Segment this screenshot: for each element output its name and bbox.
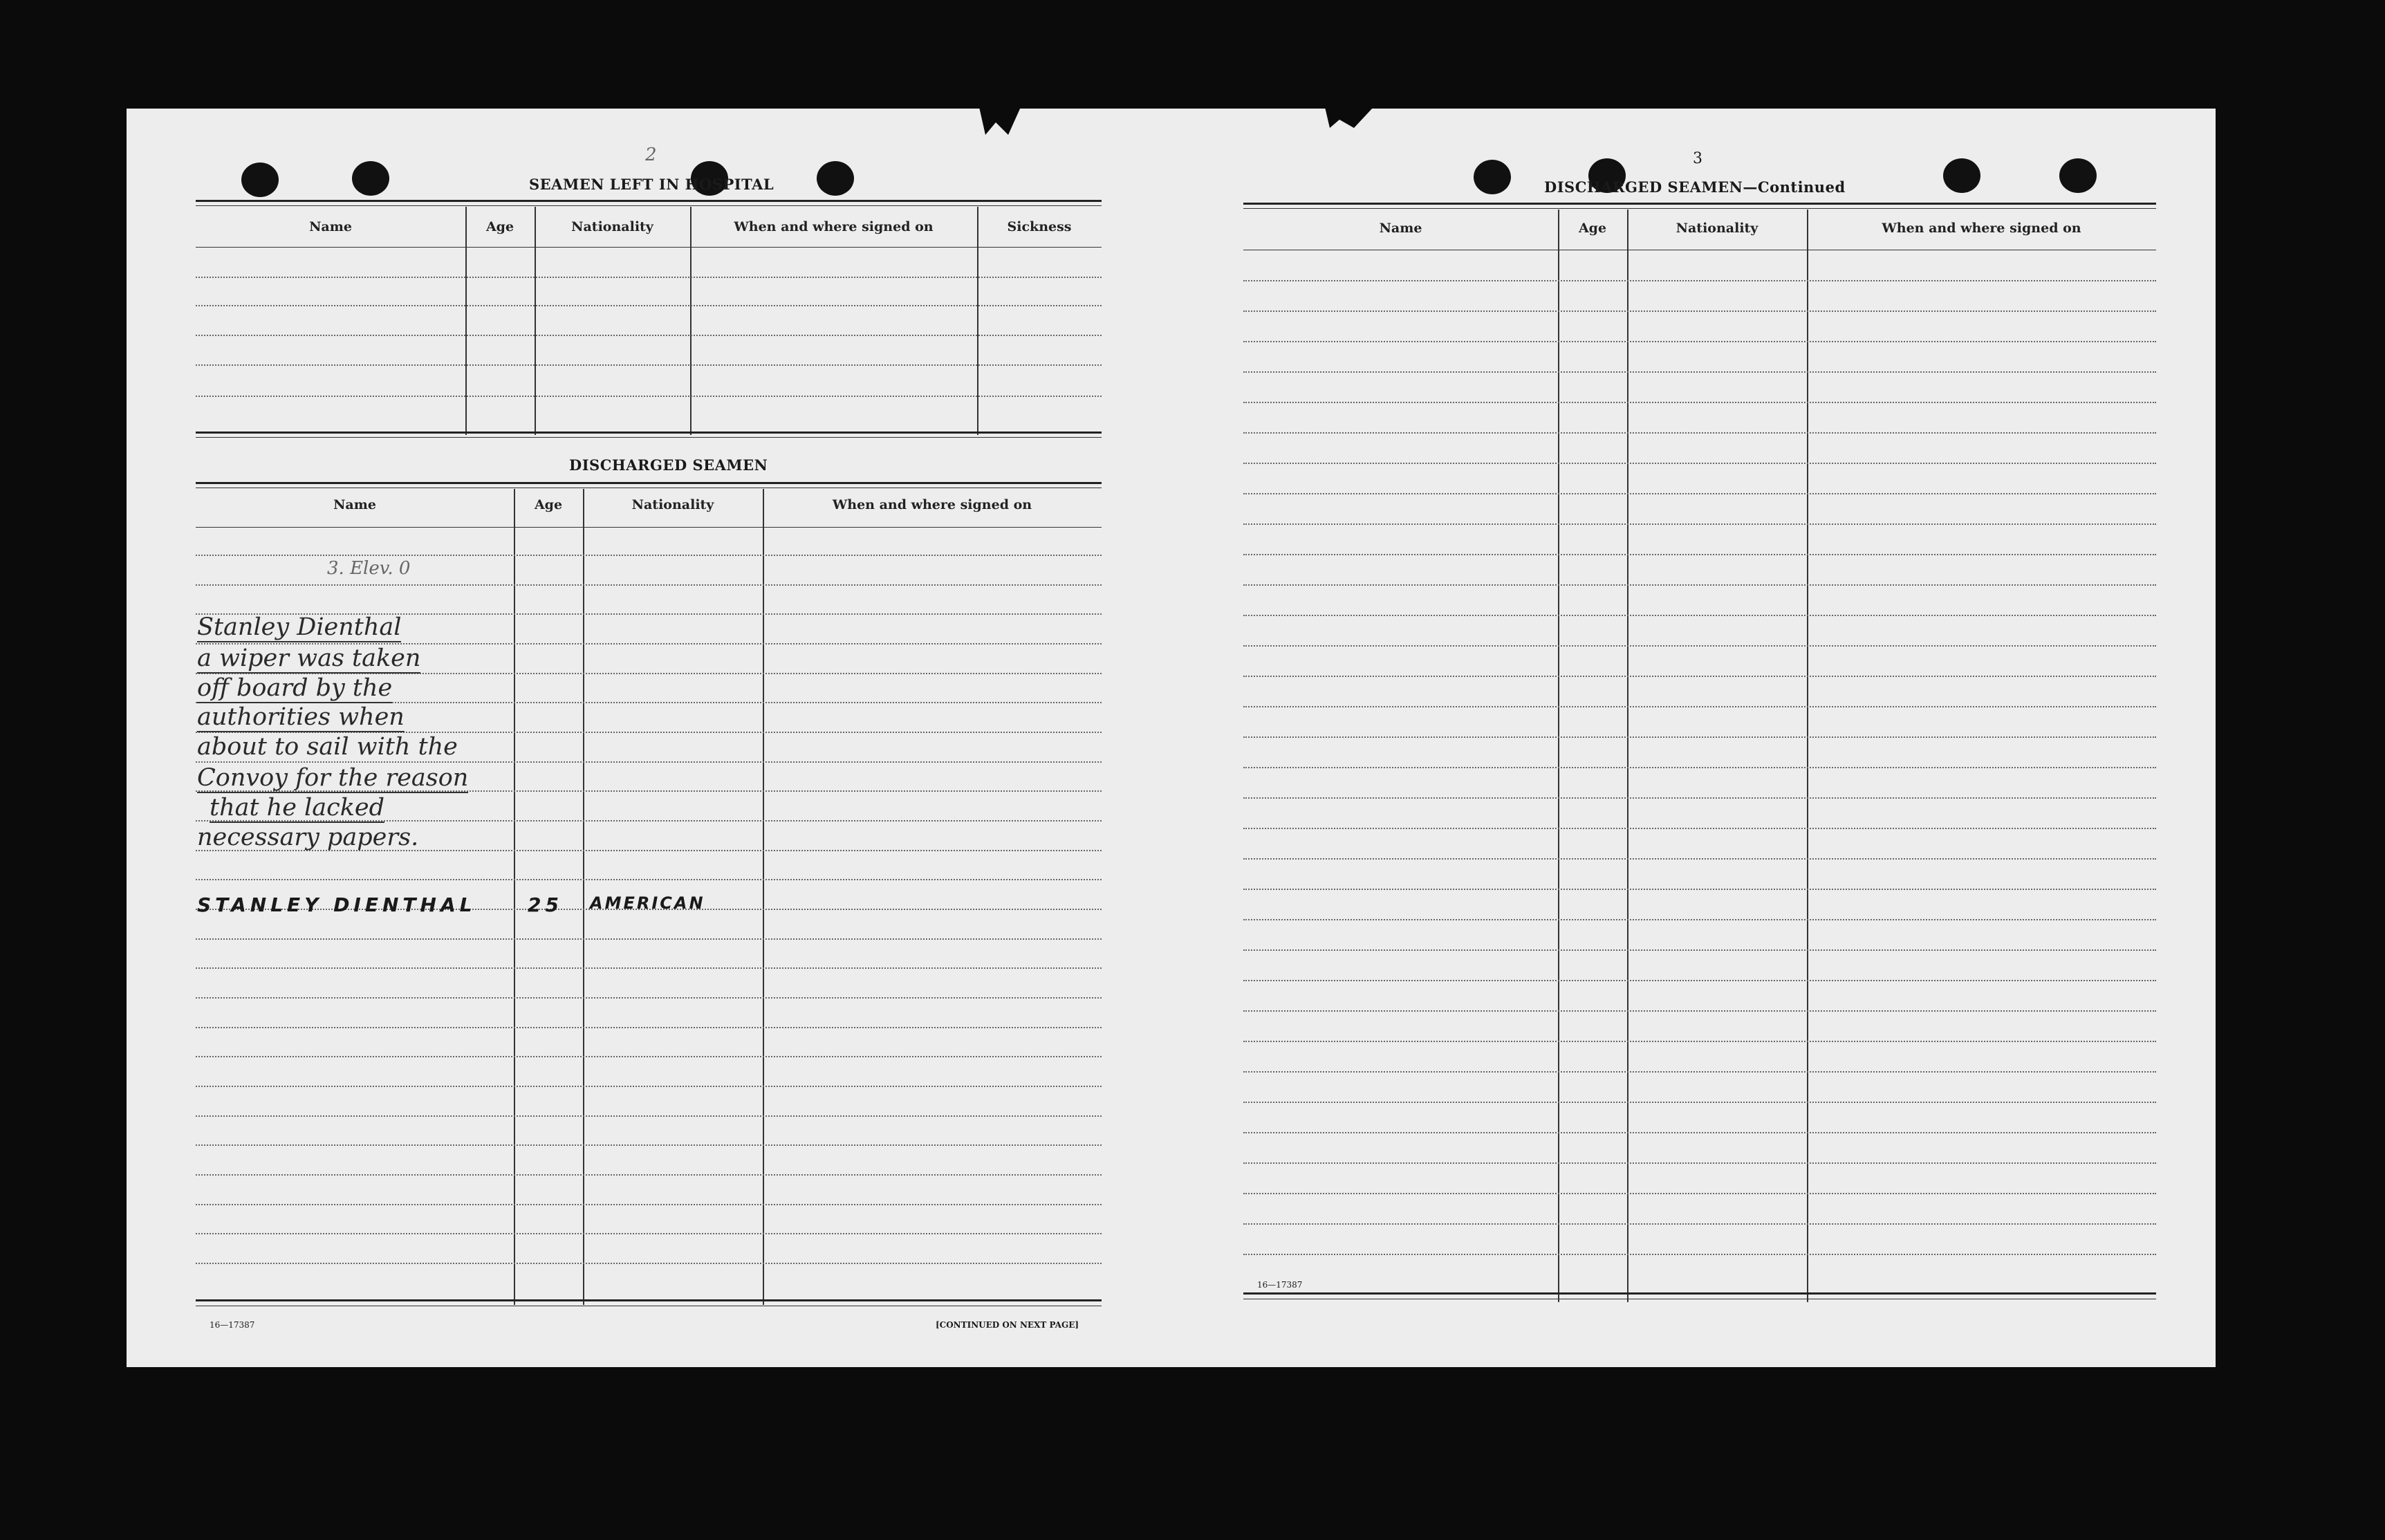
rule [196,200,1102,202]
entry-line [1243,980,2156,981]
discharged-section-title: DISCHARGED SEAMEN [569,456,768,474]
rule [1243,208,2156,209]
continued-col-nationality: Nationality [1676,221,1758,236]
column-divider [1627,210,1628,1302]
discharged-col-name: Name [333,497,376,512]
entry-line [196,1056,1102,1057]
rule [196,1299,1102,1301]
entry-line [1243,1102,2156,1103]
rule [196,437,1102,438]
entry-line [196,967,1102,969]
entry-line [1243,463,2156,464]
hospital-col-name: Name [309,219,352,234]
entry-line [1243,797,2156,799]
continued-note: [CONTINUED ON NEXT PAGE] [936,1320,1079,1330]
right-page [1243,109,2156,1367]
entry-line [1243,1223,2156,1225]
handwritten-note-line: off board by the [197,674,393,702]
hospital-col-nationality: Nationality [571,219,653,234]
pencil-page-mark: 2 [645,145,657,165]
entry-line [1243,523,2156,525]
entry-line [196,305,1102,306]
hospital-col-sickness: Sickness [1007,219,1072,234]
seaman-name: STANLEY DIENTHAL [197,893,476,916]
entry-line [1243,280,2156,281]
entry-line [196,1263,1102,1264]
column-divider [690,207,692,435]
entry-line [1243,736,2156,738]
entry-line [196,396,1102,397]
left-page [189,109,1102,1367]
entry-line [196,364,1102,366]
entry-line [196,555,1102,556]
entry-line [1243,858,2156,860]
entry-line [196,879,1102,880]
entry-line [1243,828,2156,829]
continued-col-name: Name [1379,221,1422,236]
handwritten-note-line: Stanley Dienthal [197,613,402,641]
entry-line [196,938,1102,940]
handwritten-annotation-heading: 3. Elev. 0 [327,558,411,579]
seaman-age: 25 [528,893,563,916]
entry-line [196,1233,1102,1234]
hospital-col-age: Age [485,219,514,234]
entry-line [1243,767,2156,768]
entry-line [196,1174,1102,1176]
entry-line [1243,402,2156,403]
rule [1243,1292,2156,1295]
entry-line [196,1204,1102,1205]
entry-line [1243,341,2156,342]
entry-line [196,761,1102,763]
entry-line [1243,432,2156,434]
entry-line [1243,949,2156,951]
entry-line [1243,889,2156,890]
column-divider [977,207,978,435]
continued-col-age: Age [1578,221,1607,236]
entry-line [196,1086,1102,1087]
entry-line [196,1144,1102,1146]
entry-line [1243,919,2156,920]
column-divider [535,207,536,435]
entry-line [1243,554,2156,555]
rule [196,432,1102,434]
entry-line [1243,371,2156,373]
handwritten-note-line: a wiper was taken [197,644,421,672]
handwritten-note-line: that he lacked [210,794,385,822]
form-code: 16—17387 [210,1320,255,1330]
form-code: 16—17387 [1257,1280,1303,1290]
entry-line [1243,1010,2156,1012]
hospital-col-signed-on: When and where signed on [734,219,934,234]
discharged-col-nationality: Nationality [631,497,714,512]
entry-line [1243,1162,2156,1164]
entry-line [1243,584,2156,586]
entry-line [1243,676,2156,677]
entry-line [1243,615,2156,616]
column-divider [583,489,584,1305]
rule [1243,203,2156,205]
entry-line [1243,1132,2156,1133]
column-divider [763,489,764,1305]
entry-line [1243,645,2156,647]
entry-line [1243,493,2156,494]
entry-line [196,1027,1102,1028]
discharged-continued-title: DISCHARGED SEAMEN—Continued [1544,178,1846,196]
rule [196,247,1102,248]
entry-line [1243,706,2156,707]
entry-line [196,584,1102,586]
hospital-section-title: SEAMEN LEFT IN HOSPITAL [529,176,774,193]
continued-col-signed-on: When and where signed on [1882,221,2081,236]
rule [196,205,1102,206]
entry-line [196,1115,1102,1117]
entry-line [1243,1071,2156,1073]
entry-line [1243,1193,2156,1194]
entry-line [196,277,1102,278]
handwritten-note-line: necessary papers. [197,824,419,851]
column-divider [514,489,515,1305]
column-divider [1558,210,1559,1302]
page-number: 3 [1693,150,1702,167]
entry-line [1243,310,2156,312]
handwritten-note-line: about to sail with the [197,733,458,761]
seaman-nationality: AMERICAN [590,893,705,913]
manifest-sheet [127,109,2216,1367]
discharged-col-signed-on: When and where signed on [832,497,1032,512]
handwritten-note-line: Convoy for the reason [197,764,469,792]
handwritten-note-line: authorities when [197,703,405,731]
entry-line [196,997,1102,999]
column-divider [465,207,467,435]
entry-line [1243,1041,2156,1042]
column-divider [1807,210,1808,1302]
entry-line [196,335,1102,336]
entry-line [1243,1254,2156,1255]
rule [196,482,1102,484]
discharged-col-age: Age [534,497,563,512]
rule [196,527,1102,528]
